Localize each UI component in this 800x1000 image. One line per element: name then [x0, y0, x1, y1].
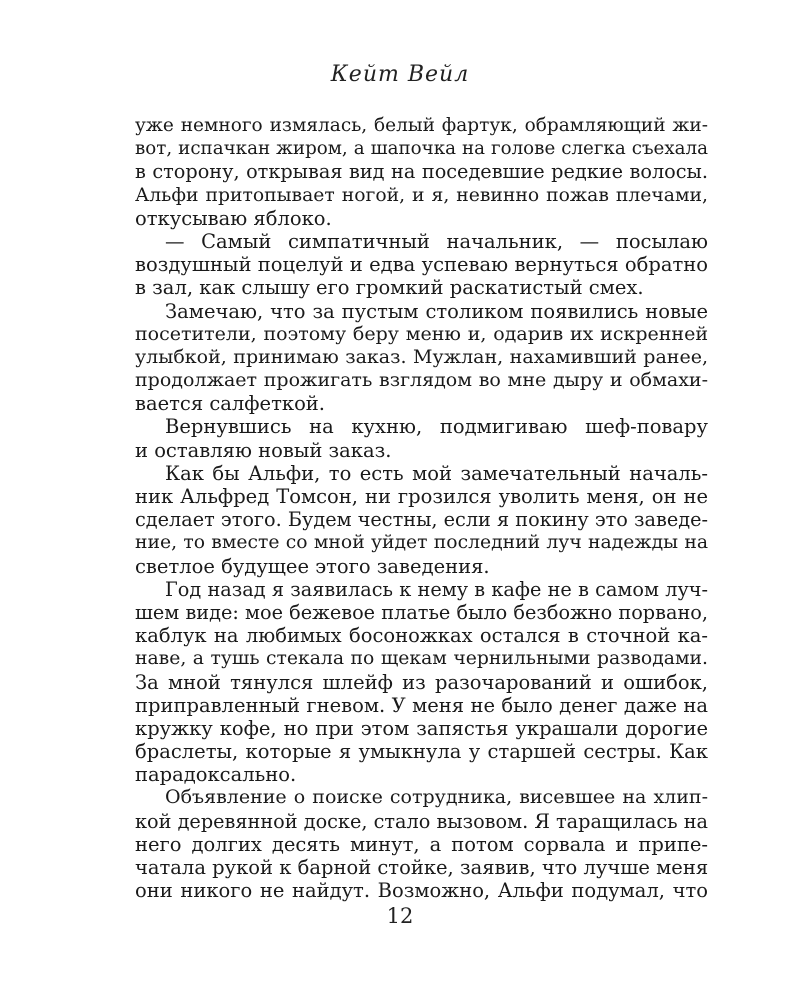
text-line: откусываю яблоко. — [135, 206, 332, 230]
text-line: Год назад я заявилась к нему в кафе не в самом луч- — [165, 577, 708, 601]
text-line: ник Альфред Томсон, ни грозился уволить меня, он не — [135, 485, 708, 508]
text-line: каблук на любимых босоножках остался в сточной ка- — [135, 624, 708, 648]
text-line: посетители, поэтому беру меню и, одарив их искренней — [135, 322, 708, 345]
text-line: парадоксально. — [135, 763, 297, 787]
text-line: вот, испачкан жиром, а шапочка на голове слегка съехала — [135, 138, 708, 160]
text-line: Замечаю, что за пустым столиком появились новые — [165, 299, 708, 323]
text-line: браслеты, которые я умыкнула у старшей сестры. Как — [135, 740, 708, 764]
text-line: уже немного измялась, белый фартук, обрамляющий жи- — [135, 115, 708, 136]
text-line: вается салфеткой. — [135, 392, 326, 416]
text-line: Объявление о поиске сотрудника, висевшее на хлип- — [165, 786, 708, 809]
text-line: продолжает прожигать взглядом во мне дыру и обмахи- — [135, 369, 708, 392]
text-line: чатала рукой к барной стойке, заявив, что лучше меня — [135, 856, 709, 879]
text-line: приправленный гневом. У меня не было денег даже на — [135, 693, 708, 717]
text-line: наве, а тушь стекала по щекам чернильными разводами. — [135, 648, 708, 670]
text-line: в зал, как слышу его громкий раскатистый смех. — [135, 276, 644, 300]
text-line: Вернувшись на кухню, подмигиваю шеф-повару — [165, 415, 708, 439]
running-head-author: Кейт Вейл — [330, 62, 470, 87]
text-line: ние, то вместе со мной уйдет последний луч надежды на — [135, 532, 708, 554]
text-line: него долгих десять минут, а потом сорвала и припе- — [135, 832, 708, 856]
text-line: шем виде: мое бежевое платье было безбожно порвано, — [135, 600, 708, 624]
text-line: — Самый симпатичный начальник, — посылаю — [165, 229, 708, 253]
text-line: сделает этого. Будем честны, если я покину это заведе- — [135, 508, 708, 532]
text-line: в сторону, открывая вид на поседевшие редкие волосы. — [135, 160, 708, 184]
text-line: улыбкой, принимаю заказ. Мужлан, нахамивший ранее, — [135, 345, 708, 368]
text-line: и оставляю новый заказ. — [135, 438, 392, 462]
text-line: кружку кофе, но при этом запястья украшали дорогие — [135, 716, 708, 740]
text-line: кой деревянной доске, стало вызовом. Я таращилась на — [135, 809, 709, 833]
text-line: воздушный поцелуй и едва успеваю вернуться обратно — [135, 253, 708, 277]
text-line: Как бы Альфи, то есть мой замечательный началь- — [165, 461, 708, 485]
text-line: Альфи притопывает ногой, и я, невинно пожав плечами, — [135, 184, 708, 206]
text-line: светлое будущее этого заведения. — [135, 554, 490, 578]
page-number: 12 — [386, 904, 414, 928]
text-line: они никого не найдут. Возможно, Альфи подумал, что — [135, 879, 708, 903]
text-line: За мной тянулся шлейф из разочарований и ошибок, — [135, 670, 708, 694]
body-text — [135, 114, 708, 902]
